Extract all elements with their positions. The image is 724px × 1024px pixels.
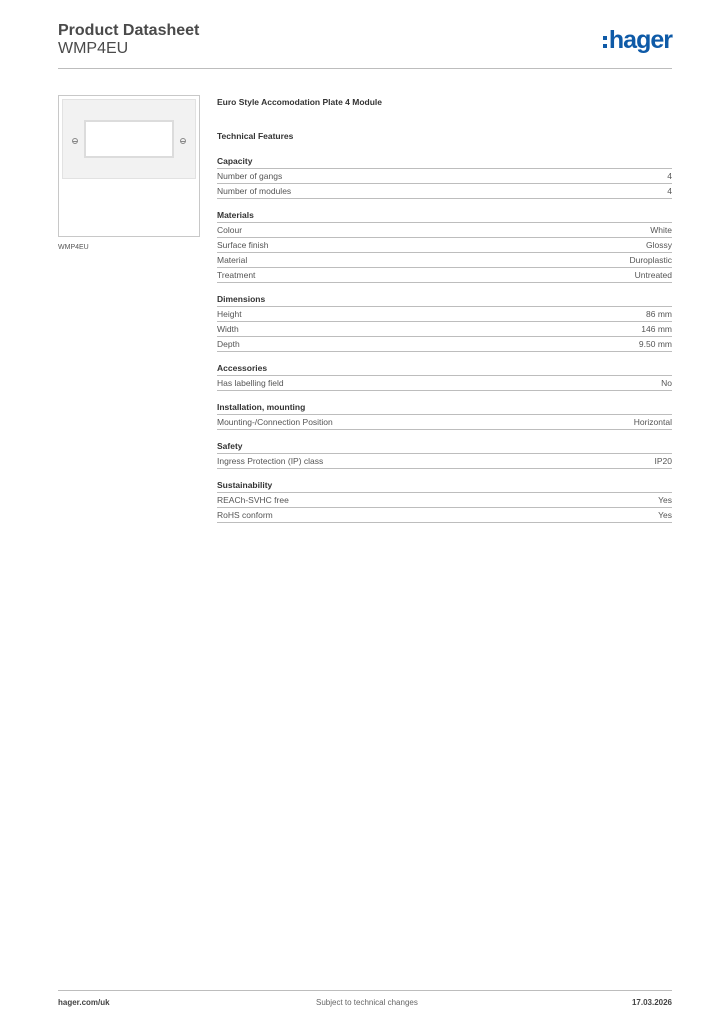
product-code: WMP4EU <box>58 40 129 57</box>
header-divider <box>58 68 672 69</box>
feature-label: Number of gangs <box>217 171 283 181</box>
feature-row <box>217 507 672 523</box>
feature-label: Surface finish <box>217 240 269 250</box>
feature-label: Width <box>217 324 239 334</box>
footer-date: 17.03.2026 <box>631 998 672 1007</box>
section-title: Capacity <box>217 156 253 166</box>
screw-icon <box>72 138 78 144</box>
feature-row <box>217 222 672 237</box>
section-title: Dimensions <box>217 294 266 304</box>
plate-opening <box>84 120 174 158</box>
feature-row <box>217 306 672 321</box>
feature-sections <box>217 155 672 523</box>
feature-value: Glossy <box>646 240 672 250</box>
section-title: Sustainability <box>217 480 273 490</box>
footer-website: hager.com/uk <box>58 998 110 1007</box>
image-caption: WMP4EU <box>58 244 89 251</box>
feature-row <box>217 492 672 507</box>
feature-label: Colour <box>217 225 243 235</box>
section-title: Safety <box>217 441 243 451</box>
feature-value: Duroplastic <box>629 255 672 265</box>
footer-disclaimer: Subject to technical changes <box>316 998 418 1007</box>
feature-row <box>217 414 672 430</box>
feature-value: Horizontal <box>633 417 672 427</box>
section-installation-mounting <box>217 401 672 430</box>
feature-label: Treatment <box>217 270 256 280</box>
section-dimensions <box>217 293 672 352</box>
feature-row <box>217 183 672 199</box>
feature-value: 9.50 mm <box>638 339 672 349</box>
feature-label: Number of modules <box>217 186 292 196</box>
section-capacity <box>217 155 672 199</box>
section-accessories <box>217 362 672 391</box>
feature-value: 4 <box>667 186 672 196</box>
features-heading: Technical Features <box>217 131 294 141</box>
screw-icon <box>180 138 186 144</box>
section-title: Accessories <box>217 363 268 373</box>
feature-value: 86 mm <box>646 309 672 319</box>
feature-value: Untreated <box>634 270 672 280</box>
logo-dots-icon <box>603 36 607 48</box>
feature-row <box>217 453 672 469</box>
plate-illustration <box>62 99 196 179</box>
feature-row <box>217 336 672 352</box>
feature-value: Yes <box>658 510 672 520</box>
logo-text: hager <box>608 26 672 54</box>
feature-value: No <box>661 378 672 388</box>
section-title: Materials <box>217 210 254 220</box>
product-image <box>58 95 200 237</box>
feature-row <box>217 321 672 336</box>
hager-logo <box>603 26 672 54</box>
document-title: Product Datasheet <box>58 22 200 39</box>
feature-row <box>217 252 672 267</box>
section-safety <box>217 440 672 469</box>
feature-content <box>217 95 672 533</box>
feature-row <box>217 267 672 283</box>
feature-label: Height <box>217 309 242 319</box>
feature-label: RoHS conform <box>217 510 273 520</box>
footer-divider <box>58 990 672 991</box>
feature-row <box>217 237 672 252</box>
feature-label: Material <box>217 255 248 265</box>
feature-row <box>217 375 672 391</box>
feature-value: Yes <box>658 495 672 505</box>
feature-value: White <box>650 225 672 235</box>
feature-value: 146 mm <box>641 324 672 334</box>
feature-row <box>217 168 672 183</box>
section-title: Installation, mounting <box>217 402 306 412</box>
feature-label: Depth <box>217 339 240 349</box>
section-sustainability <box>217 479 672 523</box>
feature-label: Has labelling field <box>217 378 284 388</box>
feature-label: REACh-SVHC free <box>217 495 289 505</box>
feature-value: 4 <box>667 171 672 181</box>
feature-value: IP20 <box>654 456 672 466</box>
feature-label: Ingress Protection (IP) class <box>217 456 324 466</box>
section-materials <box>217 209 672 283</box>
header <box>58 22 199 58</box>
product-name: Euro Style Accomodation Plate 4 Module <box>217 97 382 107</box>
feature-label: Mounting-/Connection Position <box>217 417 333 427</box>
